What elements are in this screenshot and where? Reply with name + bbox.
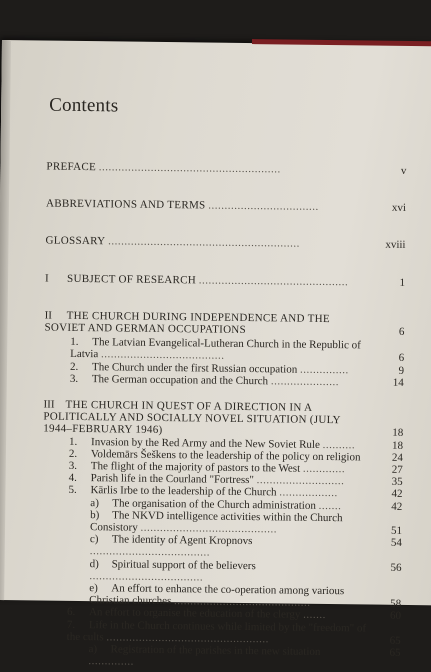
toc-number: b) xyxy=(90,508,100,522)
toc-subsection: 65 a) Registration of the parishes in the new situation .............. xyxy=(88,643,401,668)
toc-section: 27 3. The flight of the majority of pastors to the West ............. xyxy=(68,459,403,476)
book-binding xyxy=(0,40,11,600)
toc-label: The organisation of the Church administration xyxy=(112,497,316,512)
toc-number: 7. xyxy=(66,618,76,631)
toc-subsection: 54 c) The identity of Agent Kropnovs ..................................... xyxy=(89,533,402,560)
toc-section: 60 6. An effort to organise the education of the clergy ....... xyxy=(66,606,402,623)
toc-page: 14 xyxy=(392,376,404,389)
toc-label: THE CHURCH DURING INDEPENDENCE AND THE SOVIET AND GERMAN OCCUPATIONS xyxy=(44,309,330,337)
toc-number: II xyxy=(44,309,53,322)
toc-number: a) xyxy=(90,496,99,509)
toc-number: 3. xyxy=(68,459,78,472)
toc-label: PREFACE xyxy=(46,160,97,174)
toc-label: An effort to organise the education of the clergy xyxy=(88,606,301,622)
toc-number: 3. xyxy=(69,372,79,385)
toc-number: d) xyxy=(89,557,99,570)
toc-label: Spiritual support of the believers xyxy=(111,558,256,572)
toc-label: Invasion by the Red Army and the New Soviet Rule xyxy=(91,435,320,451)
toc-number: 6. xyxy=(66,606,76,619)
toc-page: xviii xyxy=(385,239,406,252)
toc-number: e) xyxy=(89,582,98,595)
toc-label: The Church under the first Russian occupation xyxy=(91,360,298,376)
toc-page: 18 xyxy=(392,426,404,439)
toc-label: The German occupation and the Church xyxy=(91,372,269,388)
toc-label: Registration of the parishes in the new situation xyxy=(110,643,321,659)
toc-section: 42 5. Kārlis Irbe to the leadership of the Church .................. xyxy=(68,484,403,501)
book-page xyxy=(0,40,431,668)
toc-page: 35 xyxy=(391,476,403,489)
toc-label: GLOSSARY xyxy=(45,234,106,248)
toc-label: Life in the Church continues while limited by the "freedom" of the cults xyxy=(66,618,367,644)
toc-label: SUBJECT OF RESEARCH xyxy=(67,272,197,286)
toc-page: 6 xyxy=(398,352,405,365)
toc-label: The NKVD intelligence activities within the Church Consistory xyxy=(89,509,343,534)
toc-label: Voldemārs Šeškens to the leadership of the policy on religion xyxy=(90,447,361,464)
toc-page: 54 xyxy=(390,537,402,550)
toc-number: 2. xyxy=(68,447,78,460)
toc-chapter xyxy=(44,309,404,338)
toc-number: I xyxy=(45,272,49,285)
toc-number: III xyxy=(43,398,55,411)
page-title: Contents xyxy=(49,94,119,117)
toc-subsection: b) The NKVD intelligence activities within the Church Consistory .......................................... 51 xyxy=(89,508,403,537)
toc-section: 9 2. The Church under the first Russian occupation ............... xyxy=(69,360,405,377)
toc-page: 42 xyxy=(391,488,403,501)
toc-page: 18 xyxy=(392,439,404,452)
toc-page: 65 xyxy=(389,646,401,660)
toc-label: The identity of Agent Kropnovs xyxy=(111,533,253,548)
toc-subsection: 42 a) The organisation of the Church administration ....... xyxy=(90,496,403,513)
toc-section: 7. Life in the Church continues while limited by the "freedom" of the cults .................................................. 65 xyxy=(66,618,401,647)
toc-entry-preface: v PREFACE ........................................................ xyxy=(46,160,407,177)
toc-entry-abbreviations: xvi ABBREVIATIONS AND TERMS .................................. xyxy=(45,197,407,215)
toc-label: Kārlis Irbe to the leadership of the Church xyxy=(90,484,277,499)
toc-label: ABBREVIATIONS AND TERMS xyxy=(45,197,206,212)
toc-section: 14 3. The German occupation and the Church ..................... xyxy=(69,372,404,389)
toc-page: 27 xyxy=(391,463,403,476)
toc-page: xvi xyxy=(391,201,407,215)
toc-chapter xyxy=(43,399,403,440)
toc-label: Parish life in the Courland "Fortress" xyxy=(90,472,254,487)
toc-section: 35 4. Parish life in the Courland "Fortress" ........................... xyxy=(68,472,403,489)
toc-number: 5. xyxy=(68,484,77,497)
toc-label: The flight of the majority of pastors to the West xyxy=(90,460,301,475)
toc-page: 6 xyxy=(398,325,405,338)
toc-label: THE CHURCH IN QUEST OF A DIRECTION IN A POLITICALLY AND SOCIALLY NOVEL SITUATION (JULY 1944–FEBRUARY 1946) xyxy=(43,398,341,437)
toc-number: 1. xyxy=(69,435,78,448)
toc-chapter: 1 I SUBJECT OF RESEARCH .............................................. xyxy=(45,272,406,289)
toc-page: 56 xyxy=(390,561,402,574)
table-of-contents xyxy=(40,95,407,672)
toc-page: 1 xyxy=(399,276,406,289)
toc-label: The Latvian Evangelical-Lutheran Church in the Republic of Latvia xyxy=(70,336,361,361)
toc-page: 9 xyxy=(398,364,405,377)
toc-subsection: e) An effort to enhance the co-operation among various Christian churches .......................................... 58 xyxy=(89,582,402,610)
toc-number: 4. xyxy=(68,472,77,485)
toc-label: An effort to enhance the co-operation among various Christian churches xyxy=(89,582,345,608)
cover-edge xyxy=(252,39,431,46)
toc-number: 2. xyxy=(69,360,79,373)
toc-section: 18 1. Invasion by the Red Army and the New Soviet Rule .......... xyxy=(69,435,404,452)
toc-page: v xyxy=(400,164,407,177)
toc-page: 24 xyxy=(391,451,403,464)
toc-subsection: 56 d) Spiritual support of the believers ................................... xyxy=(89,557,402,584)
toc-page: 58 xyxy=(390,597,402,610)
toc-section: 1. The Latvian Evangelical-Lutheran Church in the Republic of Latvia ...................................... 6 xyxy=(70,336,405,365)
toc-page: 65 xyxy=(389,634,401,647)
toc-page: 42 xyxy=(391,500,403,513)
toc-number: c) xyxy=(89,533,99,546)
toc-entry-glossary: xviii GLOSSARY ........................................................... xyxy=(45,234,406,252)
toc-page: 60 xyxy=(389,610,402,623)
toc-number: a) xyxy=(88,643,98,656)
toc-page: 51 xyxy=(390,524,403,537)
toc-number: 1. xyxy=(70,336,79,349)
